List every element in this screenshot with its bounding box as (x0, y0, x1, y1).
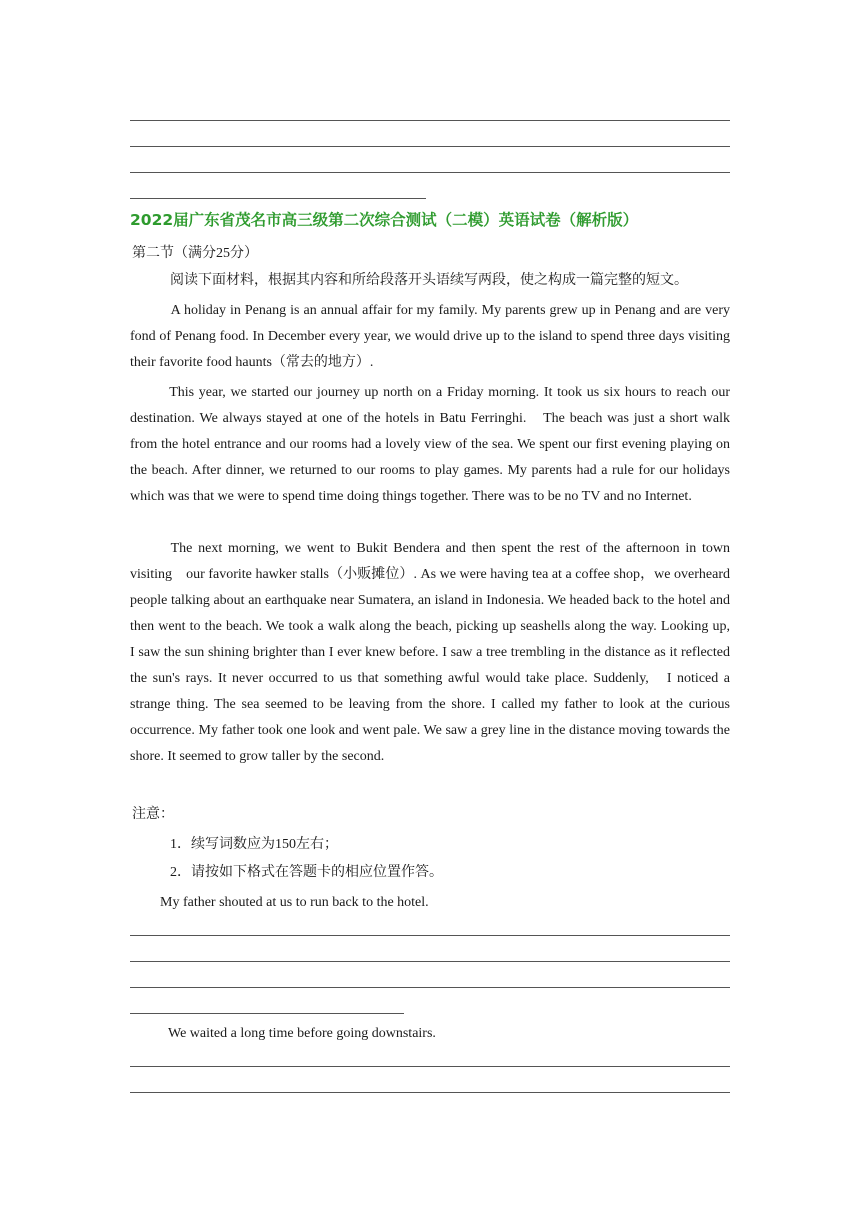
answer-line (130, 120, 730, 121)
story-paragraph-2: This year, we started our journey up north on a Friday morning. It took us six hours to reach our destination. We always stayed at one of the hotels in Batu Ferringhi. The beach was just a short walk from the hotel entrance and our rooms had a lovely view of the sea. We spent our first evening playing on the beach. After dinner, we returned to our rooms to play games. My parents had a rule for our holidays which was that we were to spend time doing things together. There was to be no TV and no Internet. (130, 385, 730, 504)
paragraph-opener-2: We waited a long time before going downstairs. (168, 1026, 436, 1041)
answer-line (130, 146, 730, 147)
document-title: 2022届广东省茂名市高三级第二次综合测试（二模）英语试卷（解析版） (130, 211, 639, 229)
answer-line (130, 987, 730, 988)
answer-line (130, 1013, 404, 1014)
instruction-text: 阅读下面材料，根据其内容和所给段落开头语续写两段，使之构成一篇完整的短文。 (170, 273, 688, 288)
notes-label: 注意： (132, 807, 174, 822)
answer-line (130, 1092, 730, 1093)
section-heading: 第二节（满分25分） (132, 246, 258, 261)
answer-line (130, 935, 730, 936)
note-item-2: 2．请按如下格式在答题卡的相应位置作答。 (170, 865, 443, 880)
story-paragraph-3: The next morning, we went to Bukit Bendera and then spent the rest of the afternoon in town visiting our favorite hawker stalls（小贩摊位）. As we were having tea at a coffee shop，we overheard people talking about an earthquake near Sumatera, an island in Indonesia. We headed back to the hotel and then went to the beach. We took a walk along the beach, picking up seashells along the way. Looking up, I saw the sun shining brighter than I ever knew before. I saw a tree trembling in the distance as it reflected the sun's rays. It never occurred to us that something awful would take place. Suddenly, I noticed a strange thing. The sea seemed to be leaving from the shore. I called my father to look at the curious occurrence. My father took one look and went pale. We saw a grey line in the distance moving towards the shore. It seemed to grow taller by the second. (130, 541, 744, 764)
answer-line (130, 198, 426, 199)
answer-line (130, 172, 730, 173)
answer-line (130, 961, 730, 962)
story-paragraph-1: A holiday in Penang is an annual affair for my family. My parents grew up in Penang and are very fond of Penang food. In December every year, we would drive up to the island to spend three days visiting their favorite food haunts（常去的地方）. (130, 303, 730, 370)
note-item-1: 1．续写词数应为150左右； (170, 837, 338, 852)
paragraph-opener-1: My father shouted at us to run back to the hotel. (160, 895, 429, 910)
answer-line (130, 1066, 730, 1067)
